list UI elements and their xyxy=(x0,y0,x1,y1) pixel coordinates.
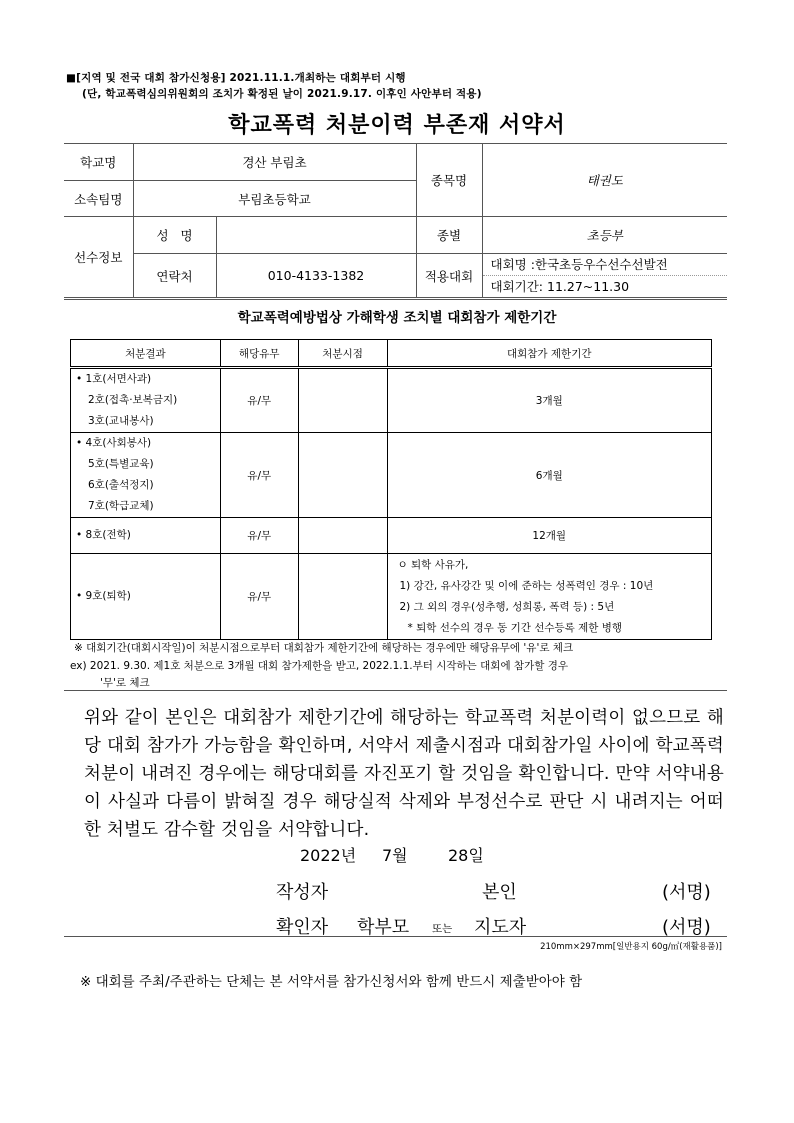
competition-name: 대회명 :한국초등우수선수선발전 xyxy=(483,254,728,276)
col-header-applicable: 해당유무 xyxy=(220,340,298,368)
applicant-info-table xyxy=(64,143,727,298)
table-row xyxy=(71,554,712,640)
event-value: 태권도 xyxy=(482,144,727,217)
division-value: 초등부 xyxy=(482,217,727,254)
confirmer-parent: 학부모 xyxy=(357,917,410,938)
sanction-time[interactable] xyxy=(298,518,387,554)
confirmer-coach: 지도자 xyxy=(474,917,527,938)
applicable-check[interactable]: 유/무 xyxy=(220,368,298,433)
col-header-result: 처분결과 xyxy=(71,340,221,368)
school-label: 학교명 xyxy=(64,144,133,181)
sanction-item: 5호(특별교육) xyxy=(88,458,154,470)
competition-period: 대회기간: 11.27~11.30 xyxy=(490,279,630,294)
name-label: 성 명 xyxy=(133,217,216,254)
writer-value: 본인 xyxy=(482,882,517,903)
col-header-time: 처분시점 xyxy=(298,340,387,368)
sanction-time[interactable] xyxy=(298,433,387,518)
note-3: '무'로 체크 xyxy=(100,677,150,689)
table-row xyxy=(71,518,712,554)
sanction-item: • 1호(서면사과) xyxy=(76,373,152,385)
footer-note: ※ 대회를 주최/주관하는 단체는 본 서약서를 참가신청서와 함께 반드시 제출받아야 함 xyxy=(80,974,583,990)
expulsion-reason: ㅇ 퇴학 사유가, xyxy=(397,558,469,571)
sanction-item: 2호(접촉·보복금지) xyxy=(88,394,178,406)
header-line-1: ■[지역 및 전국 대회 참가신청용] 2021.11.1.개최하는 대회부터 시행 xyxy=(66,72,406,84)
sanction-item: • 8호(전학) xyxy=(76,529,131,541)
signature-slot-2[interactable]: (서명) xyxy=(662,917,711,938)
school-value: 경산 부림초 xyxy=(133,144,416,181)
sanction-item: 3호(교내봉사) xyxy=(88,415,154,427)
date-month: 7월 xyxy=(382,846,408,865)
restriction-period: 3개월 xyxy=(387,368,712,433)
divider xyxy=(64,690,727,691)
contact-label: 연락처 xyxy=(133,254,216,298)
confirmer-or: 또는 xyxy=(432,923,453,935)
sanction-time[interactable] xyxy=(298,554,387,640)
sanction-item: • 4호(사회봉사) xyxy=(76,437,152,449)
applied-competition-label: 적용대회 xyxy=(416,254,482,298)
table-row xyxy=(71,368,712,433)
note-2: ex) 2021. 9.30. 제1호 처분으로 3개월 대회 참가제한을 받고, 2022.1.1.부터 시작하는 대회에 참가할 경우 xyxy=(70,660,568,672)
writer-label: 작성자 xyxy=(276,882,329,903)
team-label: 소속팀명 xyxy=(64,181,133,217)
restriction-period: 12개월 xyxy=(387,518,712,554)
pledge-text: 위와 같이 본인은 대회참가 제한기간에 해당하는 학교폭력 처분이력이 없으므로 해당 대회 참가가 가능함을 확인하며, 서약서 제출시점과 대회참가일 사이에 학교폭력 처분이 내려진 경우에는 해당대회를 자진포기 할 것임을 확인합니다. 만약 서약내용이 사실과 다름이 밝혀질 경우 해당실적 삭제와 부정선수로 판단 시 내려지는 어떠한 처벌도 감수할 것임을 서약합니다. xyxy=(84,708,724,840)
applicable-check[interactable]: 유/무 xyxy=(220,518,298,554)
divider xyxy=(64,299,727,300)
expulsion-reason: 1) 강간, 유사강간 및 이에 준하는 성폭력인 경우 : 10년 xyxy=(399,579,654,592)
event-label: 종목명 xyxy=(416,144,482,217)
note-1: ※ 대회기간(대회시작일)이 처분시점으로부터 대회참가 제한기간에 해당하는 경우에만 해당유무에 '유'로 체크 xyxy=(74,642,574,654)
sanction-item: • 9호(퇴학) xyxy=(76,590,131,602)
name-value[interactable] xyxy=(216,217,416,254)
sanction-item: 6호(출석정지) xyxy=(88,479,154,491)
player-info-label: 선수정보 xyxy=(64,217,133,298)
restriction-period: 6개월 xyxy=(387,433,712,518)
sanction-table xyxy=(70,339,712,640)
table-row xyxy=(71,433,712,518)
signature-slot-1[interactable]: (서명) xyxy=(662,882,711,903)
expulsion-reason: 2) 그 외의 경우(성추행, 성희롱, 폭력 등) : 5년 xyxy=(399,600,615,613)
division-label: 종별 xyxy=(416,217,482,254)
date-day: 28일 xyxy=(448,846,484,865)
applicable-check[interactable]: 유/무 xyxy=(220,554,298,640)
col-header-period: 대회참가 제한기간 xyxy=(387,340,712,368)
sanction-time[interactable] xyxy=(298,368,387,433)
contact-value: 010-4133-1382 xyxy=(216,254,416,298)
paper-spec: 210mm×297mm[일반용지 60g/㎡(재활용품)] xyxy=(540,942,722,952)
confirmer-label: 확인자 xyxy=(276,917,329,938)
header-line-2: (단, 학교폭력심의위원회의 조치가 확정된 날이 2021.9.17. 이후인 사안부터 적용) xyxy=(82,88,482,100)
document-title: 학교폭력 처분이력 부존재 서약서 xyxy=(228,113,566,138)
date-year: 2022년 xyxy=(300,846,357,865)
applicable-check[interactable]: 유/무 xyxy=(220,433,298,518)
divider xyxy=(64,936,727,937)
sanction-item: 7호(학급교체) xyxy=(88,500,154,512)
restriction-subtitle: 학교폭력예방법상 가해학생 조치별 대회참가 제한기간 xyxy=(237,310,557,326)
expulsion-reason: * 퇴학 선수의 경우 동 기간 선수등록 제한 병행 xyxy=(407,621,623,634)
team-value: 부림초등학교 xyxy=(133,181,416,217)
